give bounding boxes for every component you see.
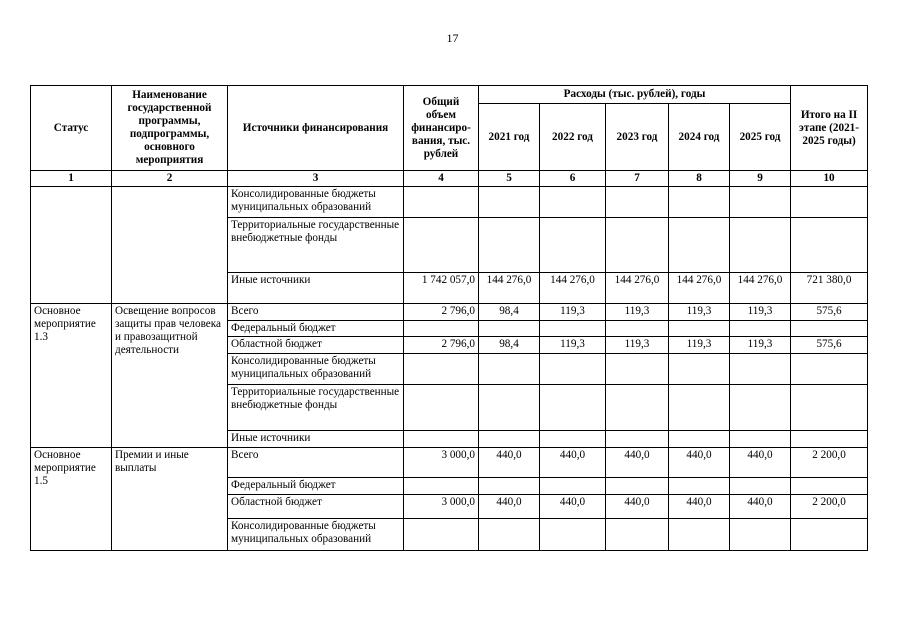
- column-index-row: [31, 171, 868, 187]
- stage-total-cell: 575,6: [791, 337, 868, 354]
- year-2024-cell: 440,0: [669, 448, 730, 478]
- column-index: 5: [479, 171, 540, 187]
- status-cell: Основное мероприятие 1.3: [31, 304, 112, 448]
- year-2025-cell: 119,3: [730, 337, 791, 354]
- total-cell: [404, 187, 479, 218]
- column-index: 3: [228, 171, 404, 187]
- year-2025-cell: 144 276,0: [730, 273, 791, 304]
- year-2024-cell: [669, 478, 730, 495]
- header-year-2022: 2022 год: [540, 104, 606, 171]
- year-2024-cell: [669, 187, 730, 218]
- stage-total-cell: [791, 431, 868, 448]
- header-stage: Итого на II этапе (2021-2025 годы): [791, 86, 868, 171]
- year-2021-cell: [479, 519, 540, 551]
- column-index: 2: [112, 171, 228, 187]
- column-index: 9: [730, 171, 791, 187]
- header-year-2025: 2025 год: [730, 104, 791, 171]
- stage-total-cell: [791, 478, 868, 495]
- year-2024-cell: [669, 354, 730, 385]
- year-2025-cell: [730, 385, 791, 431]
- year-2024-cell: [669, 218, 730, 273]
- year-2022-cell: [540, 187, 606, 218]
- total-cell: 1 742 057,0: [404, 273, 479, 304]
- funding-source-cell: Территориальные государственные внебюджетные фонды: [228, 218, 404, 273]
- year-2022-cell: [540, 431, 606, 448]
- year-2021-cell: [479, 385, 540, 431]
- year-2022-cell: 440,0: [540, 448, 606, 478]
- year-2021-cell: [479, 187, 540, 218]
- year-2022-cell: 440,0: [540, 495, 606, 519]
- stage-total-cell: [791, 354, 868, 385]
- column-index: 1: [31, 171, 112, 187]
- column-index: 6: [540, 171, 606, 187]
- stage-total-cell: [791, 385, 868, 431]
- funding-source-cell: Консолидированные бюджеты муниципальных образований: [228, 187, 404, 218]
- stage-total-cell: [791, 218, 868, 273]
- header-total: Общий объем финансиро-вания, тыс. рублей: [404, 86, 479, 171]
- funding-source-cell: Всего: [228, 304, 404, 321]
- stage-total-cell: [791, 321, 868, 337]
- year-2025-cell: [730, 478, 791, 495]
- total-cell: 2 796,0: [404, 337, 479, 354]
- header-year-2023: 2023 год: [606, 104, 669, 171]
- year-2022-cell: [540, 321, 606, 337]
- year-2022-cell: 119,3: [540, 337, 606, 354]
- year-2022-cell: 144 276,0: [540, 273, 606, 304]
- column-index: 4: [404, 171, 479, 187]
- status-cell: [31, 187, 112, 304]
- total-cell: [404, 431, 479, 448]
- total-cell: [404, 321, 479, 337]
- year-2022-cell: [540, 354, 606, 385]
- header-year-2024: 2024 год: [669, 104, 730, 171]
- stage-total-cell: 721 380,0: [791, 273, 868, 304]
- table-row: [31, 187, 868, 218]
- year-2021-cell: 98,4: [479, 304, 540, 321]
- year-2022-cell: 119,3: [540, 304, 606, 321]
- funding-source-cell: Иные источники: [228, 273, 404, 304]
- table-row: [31, 304, 868, 321]
- total-cell: [404, 519, 479, 551]
- year-2021-cell: [479, 218, 540, 273]
- column-index: 8: [669, 171, 730, 187]
- funding-source-cell: Всего: [228, 448, 404, 478]
- stage-total-cell: [791, 187, 868, 218]
- year-2024-cell: 144 276,0: [669, 273, 730, 304]
- year-2024-cell: [669, 385, 730, 431]
- page-number: 17: [446, 31, 459, 45]
- year-2024-cell: [669, 321, 730, 337]
- header-expenses: Расходы (тыс. рублей), годы: [479, 86, 791, 104]
- header-name: Наименование государственной программы, подпрограммы, основного мероприятия: [112, 86, 228, 171]
- column-index: 10: [791, 171, 868, 187]
- funding-source-cell: Федеральный бюджет: [228, 478, 404, 495]
- year-2025-cell: [730, 519, 791, 551]
- year-2023-cell: [606, 218, 669, 273]
- year-2024-cell: 119,3: [669, 337, 730, 354]
- year-2025-cell: [730, 218, 791, 273]
- year-2023-cell: 144 276,0: [606, 273, 669, 304]
- total-cell: [404, 218, 479, 273]
- funding-source-cell: Территориальные государственные внебюджетные фонды: [228, 385, 404, 431]
- program-name-cell: Освещение вопросов защиты прав человека и правозащитной деятельности: [112, 304, 228, 448]
- stage-total-cell: 2 200,0: [791, 495, 868, 519]
- year-2023-cell: 440,0: [606, 448, 669, 478]
- year-2025-cell: [730, 187, 791, 218]
- year-2021-cell: 440,0: [479, 448, 540, 478]
- total-cell: 3 000,0: [404, 495, 479, 519]
- year-2022-cell: [540, 519, 606, 551]
- year-2024-cell: 440,0: [669, 495, 730, 519]
- funding-source-cell: Иные источники: [228, 431, 404, 448]
- year-2025-cell: 440,0: [730, 495, 791, 519]
- year-2023-cell: [606, 354, 669, 385]
- year-2023-cell: [606, 321, 669, 337]
- year-2022-cell: [540, 218, 606, 273]
- year-2025-cell: [730, 431, 791, 448]
- total-cell: [404, 385, 479, 431]
- year-2023-cell: [606, 519, 669, 551]
- year-2025-cell: 119,3: [730, 304, 791, 321]
- year-2021-cell: [479, 431, 540, 448]
- year-2023-cell: [606, 431, 669, 448]
- funding-source-cell: Консолидированные бюджеты муниципальных образований: [228, 519, 404, 551]
- stage-total-cell: 2 200,0: [791, 448, 868, 478]
- year-2024-cell: 119,3: [669, 304, 730, 321]
- year-2021-cell: [479, 478, 540, 495]
- status-cell: Основное мероприятие 1.5: [31, 448, 112, 551]
- total-cell: [404, 478, 479, 495]
- table-row: [31, 448, 868, 478]
- year-2021-cell: 440,0: [479, 495, 540, 519]
- stage-total-cell: [791, 519, 868, 551]
- year-2021-cell: [479, 354, 540, 385]
- total-cell: [404, 354, 479, 385]
- total-cell: 2 796,0: [404, 304, 479, 321]
- year-2023-cell: 440,0: [606, 495, 669, 519]
- budget-table: [30, 85, 868, 551]
- year-2024-cell: [669, 431, 730, 448]
- year-2021-cell: [479, 321, 540, 337]
- year-2023-cell: 119,3: [606, 337, 669, 354]
- funding-source-cell: Областной бюджет: [228, 495, 404, 519]
- year-2025-cell: 440,0: [730, 448, 791, 478]
- year-2023-cell: [606, 385, 669, 431]
- year-2025-cell: [730, 354, 791, 385]
- header-source: Источники финансирования: [228, 86, 404, 171]
- year-2022-cell: [540, 478, 606, 495]
- header-status: Статус: [31, 86, 112, 171]
- year-2025-cell: [730, 321, 791, 337]
- header-year-2021: 2021 год: [479, 104, 540, 171]
- year-2022-cell: [540, 385, 606, 431]
- year-2021-cell: 98,4: [479, 337, 540, 354]
- year-2023-cell: [606, 187, 669, 218]
- table-body: [31, 187, 868, 551]
- column-index: 7: [606, 171, 669, 187]
- program-name-cell: Премии и иные выплаты: [112, 448, 228, 551]
- year-2023-cell: [606, 478, 669, 495]
- year-2024-cell: [669, 519, 730, 551]
- year-2023-cell: 119,3: [606, 304, 669, 321]
- stage-total-cell: 575,6: [791, 304, 868, 321]
- funding-source-cell: Федеральный бюджет: [228, 321, 404, 337]
- funding-source-cell: Консолидированные бюджеты муниципальных образований: [228, 354, 404, 385]
- total-cell: 3 000,0: [404, 448, 479, 478]
- year-2021-cell: 144 276,0: [479, 273, 540, 304]
- funding-source-cell: Областной бюджет: [228, 337, 404, 354]
- program-name-cell: [112, 187, 228, 304]
